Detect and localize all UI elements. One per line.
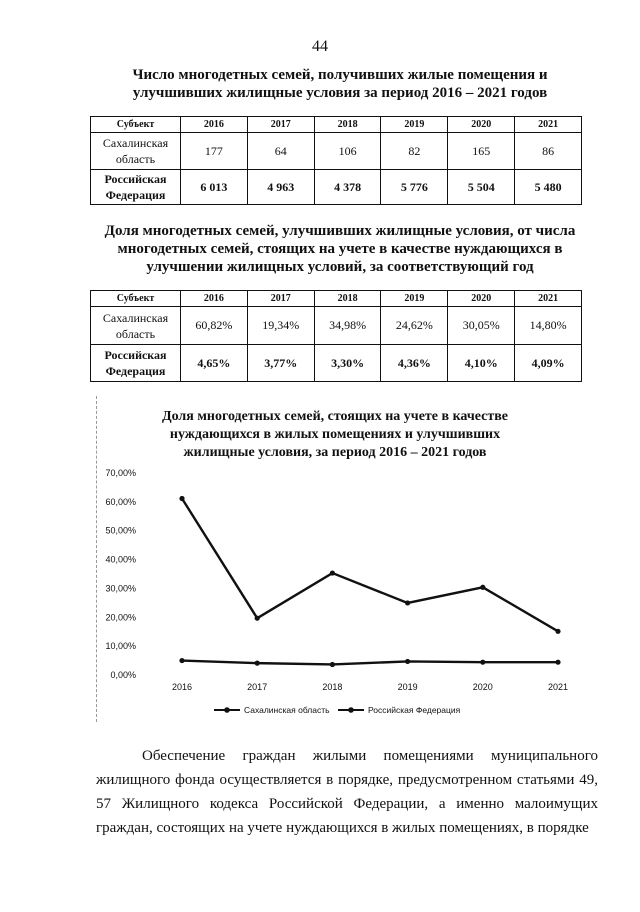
- data-point: [255, 616, 260, 621]
- table1-title-line: улучшивших жилищные условия за период 2016 – 2021 годов: [132, 85, 548, 101]
- value-cell: 3,77%: [247, 345, 314, 382]
- x-tick-label: 2016: [171, 682, 193, 692]
- data-point: [405, 600, 410, 605]
- data-point: [405, 659, 410, 664]
- value-cell: 19,34%: [247, 307, 314, 345]
- y-tick-label: 70,00%: [105, 468, 136, 478]
- series-line: [182, 498, 558, 631]
- subject-line: Федерация: [105, 364, 166, 378]
- legend-label: Сахалинская область: [244, 705, 330, 715]
- header-cell: 2019: [381, 291, 448, 307]
- value-cell: 64: [247, 133, 314, 170]
- chart-title-line: нуждающихся в жилых помещениях и улучшивших: [169, 427, 501, 442]
- body-text: [96, 744, 598, 840]
- table2-title-line: Доля многодетных семей, улучшивших жилищные условия, от числа: [104, 223, 576, 239]
- data-point: [179, 658, 184, 663]
- value-cell: 86: [515, 133, 582, 170]
- series-line: [182, 661, 558, 665]
- x-tick-label: 2020: [472, 682, 493, 692]
- subject-line: область: [115, 326, 156, 341]
- subject-line: Российская: [104, 172, 167, 186]
- table2-title-line: многодетных семей, стоящих на учете в качестве нуждающихся в: [117, 241, 563, 257]
- body-paragraph: Обеспечение граждан жилыми помещениями муниципального жилищного фонда осуществляется в порядке, предусмотренном статьями 49, 57 Жилищного кодекса Российской Федерации, а именно малоимущих граждан, состоящих на учете нуждающихся в жилых помещениях, в порядке: [96, 748, 598, 836]
- header-cell: 2019: [381, 117, 448, 133]
- value-cell: 24,62%: [381, 307, 448, 345]
- y-tick-label: 50,00%: [105, 525, 136, 536]
- value-cell: 165: [448, 133, 515, 170]
- chart-title-line: жилищные условия, за период 2016 – 2021 годов: [183, 445, 487, 460]
- y-tick-label: 40,00%: [105, 554, 136, 565]
- header-cell: Субъект: [91, 291, 181, 307]
- value-cell: 82: [381, 133, 448, 170]
- data-point: [555, 629, 560, 634]
- value-cell: 30,05%: [448, 307, 515, 345]
- value-cell: 177: [181, 133, 248, 170]
- header-cell: 2016: [181, 291, 248, 307]
- header-cell: 2018: [314, 117, 381, 133]
- subject-line: Сахалинская: [102, 310, 169, 325]
- x-tick-label: 2017: [247, 682, 268, 692]
- header-cell: 2018: [314, 291, 381, 307]
- data-point: [330, 662, 335, 667]
- chart-title-line: Доля многодетных семей, стоящих на учете в качестве: [161, 409, 509, 424]
- value-cell: 5 480: [515, 170, 582, 205]
- value-cell: 14,80%: [515, 307, 582, 345]
- value-cell: 60,82%: [181, 307, 248, 345]
- header-cell: 2020: [448, 291, 515, 307]
- x-tick-label: 2018: [322, 682, 343, 692]
- subject-line: Федерация: [105, 188, 166, 202]
- data-point: [179, 496, 184, 501]
- value-cell: 4,09%: [515, 345, 582, 382]
- subject-line: Российская: [104, 348, 167, 362]
- header-cell: 2021: [515, 117, 582, 133]
- value-cell: 106: [314, 133, 381, 170]
- value-cell: 4,10%: [448, 345, 515, 382]
- data-point: [255, 661, 260, 666]
- data-point: [480, 660, 485, 665]
- header-cell: 2020: [448, 117, 515, 133]
- data-point: [555, 660, 560, 665]
- header-cell: 2017: [247, 291, 314, 307]
- legend-marker: [224, 707, 230, 713]
- value-cell: 4,65%: [181, 345, 248, 382]
- value-cell: 5 776: [381, 170, 448, 205]
- subject-line: Сахалинская: [102, 136, 169, 150]
- legend-label: Российская Федерация: [368, 705, 461, 715]
- x-tick-label: 2021: [547, 682, 569, 692]
- page-number: 44: [312, 38, 328, 55]
- value-cell: 34,98%: [314, 307, 381, 345]
- value-cell: 6 013: [181, 170, 248, 205]
- y-tick-label: 30,00%: [105, 583, 136, 594]
- legend-marker: [348, 707, 354, 713]
- y-tick-label: 0,00%: [110, 670, 136, 680]
- table1-title-line: Число многодетных семей, получивших жилые помещения и: [132, 67, 548, 83]
- value-cell: 4,36%: [381, 345, 448, 382]
- header-cell: 2017: [247, 117, 314, 133]
- subject-line: область: [115, 152, 156, 166]
- value-cell: 4 378: [314, 170, 381, 205]
- y-tick-label: 10,00%: [105, 641, 136, 652]
- header-cell: Субъект: [91, 117, 181, 133]
- value-cell: 3,30%: [314, 345, 381, 382]
- table2-title-line: улучшении жилищных условий, за соответствующий год: [146, 259, 534, 275]
- y-tick-label: 20,00%: [105, 612, 136, 623]
- x-tick-label: 2019: [397, 682, 418, 692]
- data-point: [480, 585, 485, 590]
- value-cell: 4 963: [247, 170, 314, 205]
- header-cell: 2021: [515, 291, 582, 307]
- header-cell: 2016: [181, 117, 248, 133]
- data-point: [330, 570, 335, 575]
- value-cell: 5 504: [448, 170, 515, 205]
- y-tick-label: 60,00%: [105, 496, 136, 507]
